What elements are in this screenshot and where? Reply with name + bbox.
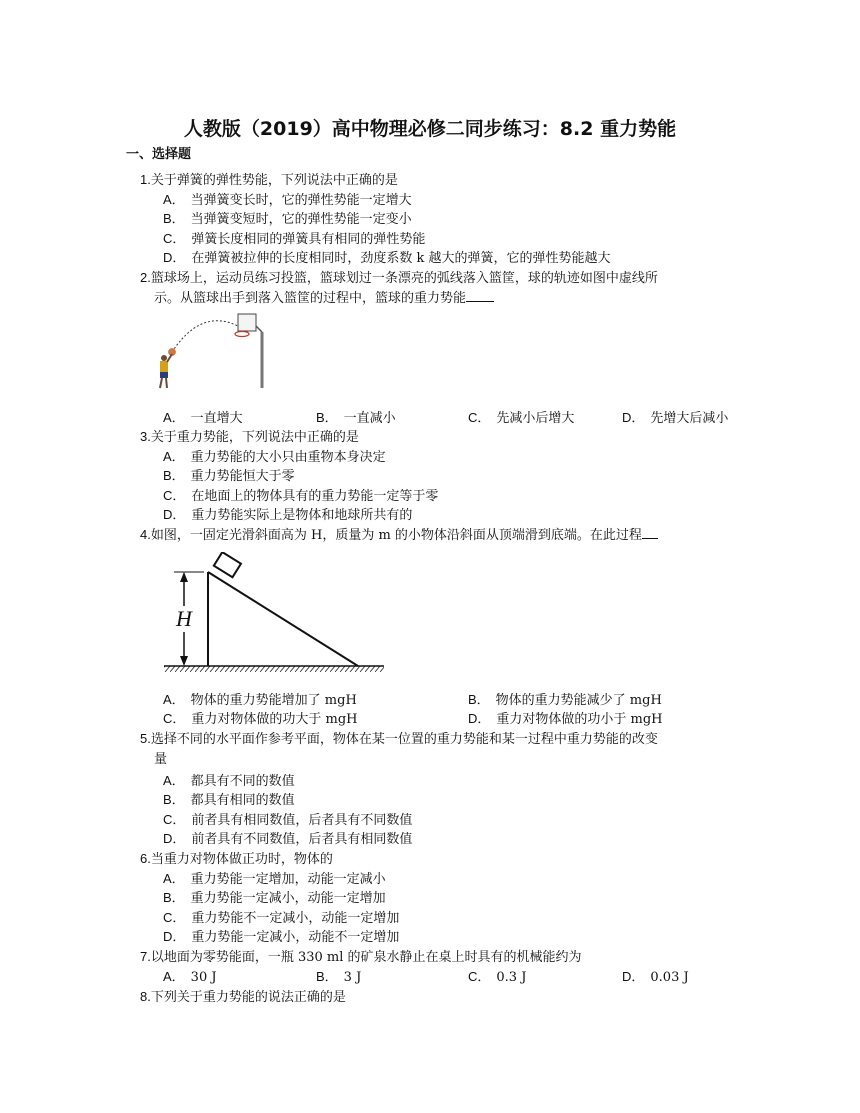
question-number: 5. [140,731,151,746]
q1-option-a[interactable] [163,190,412,210]
option-text: 0.3 J [496,970,527,985]
option-letter: A． [163,449,185,464]
option-letter: D． [622,969,645,984]
q5-option-c[interactable] [163,810,412,830]
option-text: 当弹簧变长时，它的弹性势能一定增大 [190,193,412,208]
question-7 [140,947,740,968]
option-text: 物体的重力势能增加了 mgH [190,693,357,708]
option-letter: D． [622,410,645,425]
question-8 [140,987,740,1008]
option-text: 重力势能一定减小，动能不一定增加 [191,930,400,945]
option-text: 在地面上的物体具有的重力势能一定等于零 [191,489,439,504]
option-text: 先增大后减小 [650,411,729,426]
question-6 [140,849,740,870]
question-text: 关于弹簧的弹性势能，下列说法中正确的是 [150,173,398,188]
option-letter: B． [163,211,185,226]
option-letter: D． [163,250,186,265]
option-letter: D． [163,507,186,522]
question-number: 7. [140,949,151,964]
q7-option-d[interactable] [622,967,689,987]
q4-option-d[interactable] [468,709,663,729]
basketball-figure [150,310,275,392]
height-label: H [176,606,192,631]
question-3 [140,427,740,448]
section-heading: 一、选择题 [126,147,192,162]
option-text: 都具有不同的数值 [190,774,295,789]
option-text: 前者具有不同数值，后者具有相同数值 [191,832,413,847]
q3-option-b[interactable] [163,466,295,486]
question-5 [140,729,740,770]
option-letter: A． [163,410,185,425]
option-letter: C． [163,231,186,246]
option-letter: B． [316,410,338,425]
q2-option-c[interactable] [468,408,574,428]
page-title: 人教版（2019）高中物理必修二同步练习：8.2 重力势能 [183,118,677,140]
question-number: 8. [140,989,151,1004]
option-letter: D． [163,831,186,846]
option-letter: B． [163,792,185,807]
option-text: 弹簧长度相同的弹簧具有相同的弹性势能 [191,232,426,247]
option-letter: A． [163,692,185,707]
option-letter: A． [163,773,185,788]
question-text-line2: 量 [154,752,168,767]
q1-option-b[interactable] [163,209,412,229]
option-letter: B． [316,969,338,984]
option-letter: C． [468,969,491,984]
q5-option-a[interactable] [163,771,295,791]
option-text: 重力势能实际上是物体和地球所共有的 [191,508,413,523]
option-text: 物体的重力势能减少了 mgH [495,693,662,708]
option-letter: A． [163,871,185,886]
option-letter: A． [163,192,185,207]
option-letter: D． [468,711,491,726]
option-letter: B． [163,890,185,905]
question-text: 关于重力势能，下列说法中正确的是 [150,430,359,445]
option-text: 重力势能恒大于零 [190,469,295,484]
question-number: 6. [140,851,151,866]
question-text: 以地面为零势能面，一瓶 330 ml 的矿泉水静止在桌上时具有的机械能约为 [150,950,582,965]
question-number: 3. [140,429,151,444]
option-letter: C． [163,910,186,925]
question-text-line2: 示。从篮球出手到落入篮筐的过程中，篮球的重力势能 [154,291,467,306]
option-letter: D． [163,929,186,944]
option-letter: C． [468,410,491,425]
option-text: 前者具有相同数值，后者具有不同数值 [191,813,413,828]
answer-blank[interactable] [642,526,658,539]
q4-option-a[interactable] [163,690,357,710]
question-text: 选择不同的水平面作参考平面，物体在某一位置的重力势能和某一过程中重力势能的改变 [150,732,658,747]
q5-option-d[interactable] [163,829,412,849]
question-4 [140,525,740,546]
q6-option-a[interactable] [163,869,386,889]
incline-figure [160,552,390,677]
option-letter: B． [468,692,490,707]
q3-option-a[interactable] [163,447,386,467]
q1-option-d[interactable] [163,248,611,268]
question-number: 1. [140,172,151,187]
option-text: 重力势能一定增加，动能一定减小 [190,872,386,887]
q7-option-c[interactable] [468,967,526,987]
option-letter: A． [163,969,185,984]
q2-option-a[interactable] [163,408,243,428]
option-letter: C． [163,488,186,503]
option-text: 当弹簧变短时，它的弹性势能一定变小 [190,212,412,227]
question-text: 下列关于重力势能的说法正确的是 [150,990,346,1005]
answer-blank[interactable] [466,289,494,302]
q6-option-d[interactable] [163,927,399,947]
option-text: 重力势能一定减小，动能一定增加 [190,891,386,906]
question-text: 篮球场上，运动员练习投篮，篮球划过一条漂亮的弧线落入篮筐，球的轨迹如图中虚线所 [150,271,658,286]
q3-option-c[interactable] [163,486,438,506]
option-text: 0.03 J [650,970,689,985]
option-letter: C． [163,711,186,726]
question-number: 2. [140,270,151,285]
option-text: 在弹簧被拉伸的长度相同时，劲度系数 k 越大的弹簧，它的弹性势能越大 [191,251,611,266]
q6-option-b[interactable] [163,888,386,908]
q2-option-d[interactable] [622,408,728,428]
option-text: 重力势能的大小只由重物本身决定 [190,450,386,465]
option-text: 一直增大 [190,411,243,426]
q5-option-b[interactable] [163,790,295,810]
option-text: 3 J [343,970,362,985]
question-text: 当重力对物体做正功时，物体的 [150,852,333,867]
q2-option-b[interactable] [316,408,396,428]
question-number: 4. [140,527,151,542]
question-2 [140,268,740,309]
option-text: 重力对物体做的功大于 mgH [191,712,358,727]
question-text: 如图，一固定光滑斜面高为 H，质量为 m 的小物体沿斜面从顶端滑到底端。在此过程 [150,528,642,543]
option-text: 都具有相同的数值 [190,793,295,808]
option-text: 重力对物体做的功小于 mgH [496,712,663,727]
q1-option-c[interactable] [163,229,425,249]
option-text: 30 J [190,970,217,985]
q4-option-c[interactable] [163,709,358,729]
q4-option-b[interactable] [468,690,662,710]
q7-option-b[interactable] [316,967,361,987]
option-text: 一直减小 [343,411,396,426]
option-letter: C． [163,812,186,827]
q3-option-d[interactable] [163,505,412,525]
option-letter: B． [163,468,185,483]
q7-option-a[interactable] [163,967,217,987]
question-1 [140,170,740,191]
option-text: 重力势能不一定减小，动能一定增加 [191,911,400,926]
q6-option-c[interactable] [163,908,399,928]
option-text: 先减小后增大 [496,411,575,426]
